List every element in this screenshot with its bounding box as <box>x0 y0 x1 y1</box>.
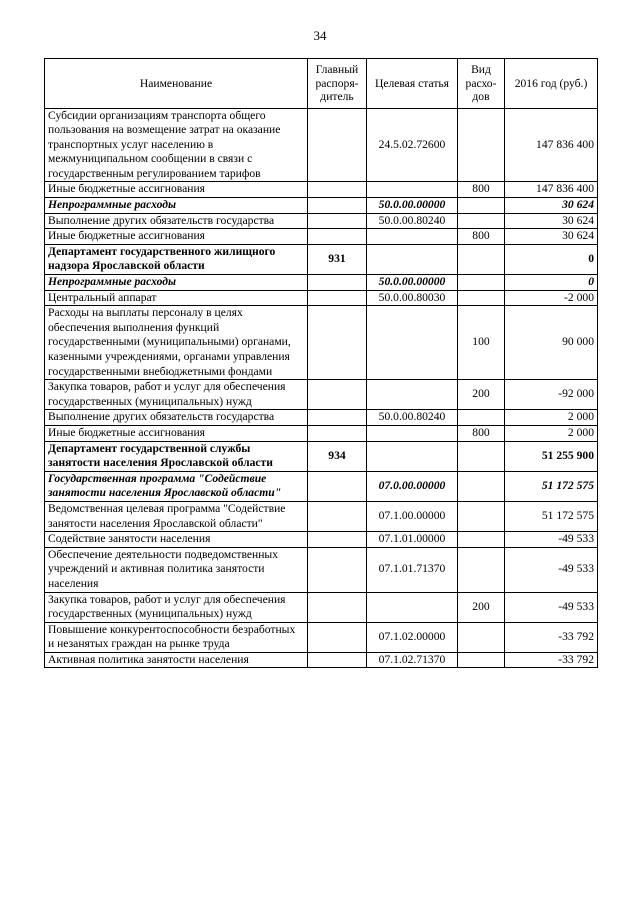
cell-type <box>458 290 505 306</box>
cell-target: 50.0.00.80030 <box>367 290 458 306</box>
cell-admin <box>308 229 367 245</box>
table-row <box>45 622 598 652</box>
table-row <box>45 290 598 306</box>
cell-type <box>458 410 505 426</box>
cell-admin <box>308 380 367 410</box>
table-row <box>45 213 598 229</box>
cell-type: 200 <box>458 592 505 622</box>
cell-target: 07.1.01.71370 <box>367 547 458 592</box>
cell-type <box>458 441 505 471</box>
cell-name: Повышение конкурентоспособности безработных и незанятых граждан на рынке труда <box>45 622 308 652</box>
cell-amount: 51 255 900 <box>505 441 598 471</box>
cell-amount: 2 000 <box>505 425 598 441</box>
cell-target <box>367 380 458 410</box>
table-row <box>45 275 598 291</box>
cell-amount: 51 172 575 <box>505 501 598 531</box>
cell-admin <box>308 425 367 441</box>
cell-type <box>458 108 505 182</box>
cell-name: Обеспечение деятельности подведомственных учреждений и активная политика занятости населения <box>45 547 308 592</box>
cell-name: Выполнение других обязательств государства <box>45 213 308 229</box>
cell-amount: 147 836 400 <box>505 108 598 182</box>
cell-admin <box>308 592 367 622</box>
header-amount: 2016 год (руб.) <box>505 59 598 109</box>
table-row <box>45 501 598 531</box>
cell-admin <box>308 471 367 501</box>
cell-name: Субсидии организациям транспорта общего пользования на возмещение затрат на оказание транспортных услуг населению в межмуниципальном сообщении в связи с государственным регулированием тарифов <box>45 108 308 182</box>
cell-amount: 2 000 <box>505 410 598 426</box>
budget-table <box>44 58 598 668</box>
table-row <box>45 592 598 622</box>
cell-name: Иные бюджетные ассигнования <box>45 229 308 245</box>
cell-type <box>458 213 505 229</box>
header-admin: Главный распоря-дитель <box>308 59 367 109</box>
table-row <box>45 471 598 501</box>
cell-target: 50.0.00.00000 <box>367 198 458 214</box>
cell-name: Содействие занятости населения <box>45 532 308 548</box>
cell-type <box>458 198 505 214</box>
cell-target: 50.0.00.80240 <box>367 410 458 426</box>
cell-type <box>458 244 505 274</box>
cell-name: Закупка товаров, работ и услуг для обеспечения государственных (муниципальных) нужд <box>45 380 308 410</box>
cell-admin <box>308 410 367 426</box>
cell-name: Непрограммные расходы <box>45 198 308 214</box>
cell-target <box>367 182 458 198</box>
cell-type: 200 <box>458 380 505 410</box>
cell-amount: 30 624 <box>505 198 598 214</box>
cell-target <box>367 425 458 441</box>
table-row <box>45 425 598 441</box>
cell-admin <box>308 275 367 291</box>
cell-type: 800 <box>458 425 505 441</box>
cell-amount: 30 624 <box>505 213 598 229</box>
cell-amount: 90 000 <box>505 306 598 380</box>
header-type: Вид расхо-дов <box>458 59 505 109</box>
cell-name: Непрограммные расходы <box>45 275 308 291</box>
cell-amount: -92 000 <box>505 380 598 410</box>
cell-target: 24.5.02.72600 <box>367 108 458 182</box>
cell-amount: 51 172 575 <box>505 471 598 501</box>
cell-admin: 934 <box>308 441 367 471</box>
cell-admin <box>308 182 367 198</box>
cell-admin <box>308 290 367 306</box>
cell-type: 800 <box>458 229 505 245</box>
table-row <box>45 410 598 426</box>
table-row <box>45 441 598 471</box>
cell-name: Государственная программа "Содействие занятости населения Ярославской области" <box>45 471 308 501</box>
cell-type <box>458 547 505 592</box>
cell-admin: 931 <box>308 244 367 274</box>
table-row <box>45 306 598 380</box>
cell-amount: -33 792 <box>505 652 598 668</box>
cell-admin <box>308 501 367 531</box>
cell-type: 100 <box>458 306 505 380</box>
cell-amount: -49 533 <box>505 532 598 548</box>
table-row <box>45 108 598 182</box>
table-row <box>45 198 598 214</box>
table-row <box>45 182 598 198</box>
cell-target <box>367 441 458 471</box>
cell-admin <box>308 622 367 652</box>
cell-admin <box>308 213 367 229</box>
cell-name: Центральный аппарат <box>45 290 308 306</box>
cell-name: Активная политика занятости населения <box>45 652 308 668</box>
cell-type <box>458 622 505 652</box>
cell-type <box>458 532 505 548</box>
cell-target: 50.0.00.00000 <box>367 275 458 291</box>
table-row <box>45 229 598 245</box>
cell-admin <box>308 532 367 548</box>
cell-name: Выполнение других обязательств государства <box>45 410 308 426</box>
header-target: Целевая статья <box>367 59 458 109</box>
cell-amount: 30 624 <box>505 229 598 245</box>
cell-type <box>458 501 505 531</box>
cell-admin <box>308 306 367 380</box>
cell-target <box>367 592 458 622</box>
cell-name: Закупка товаров, работ и услуг для обеспечения государственных (муниципальных) нужд <box>45 592 308 622</box>
cell-target: 07.1.01.00000 <box>367 532 458 548</box>
cell-amount: -33 792 <box>505 622 598 652</box>
table-header-row <box>45 59 598 109</box>
cell-name: Расходы на выплаты персоналу в целях обеспечения выполнения функций государственными (муниципальными) органами, казенными учреждениями, органами управления государственными внебюджетными фондами <box>45 306 308 380</box>
cell-target: 07.1.02.00000 <box>367 622 458 652</box>
cell-admin <box>308 108 367 182</box>
cell-type <box>458 471 505 501</box>
cell-name: Департамент государственной службы занятости населения Ярославской области <box>45 441 308 471</box>
table-row <box>45 652 598 668</box>
cell-admin <box>308 547 367 592</box>
cell-target <box>367 306 458 380</box>
cell-amount: 0 <box>505 275 598 291</box>
table-row <box>45 547 598 592</box>
page-number: 34 <box>313 28 327 43</box>
cell-name: Иные бюджетные ассигнования <box>45 425 308 441</box>
cell-target <box>367 229 458 245</box>
cell-amount: 147 836 400 <box>505 182 598 198</box>
cell-target: 07.1.00.00000 <box>367 501 458 531</box>
cell-target: 07.1.02.71370 <box>367 652 458 668</box>
cell-amount: -49 533 <box>505 592 598 622</box>
cell-target <box>367 244 458 274</box>
cell-target: 07.0.00.00000 <box>367 471 458 501</box>
table-row <box>45 244 598 274</box>
cell-name: Ведомственная целевая программа "Содействие занятости населения Ярославской области" <box>45 501 308 531</box>
table-row <box>45 380 598 410</box>
cell-type <box>458 275 505 291</box>
cell-type <box>458 652 505 668</box>
table-row <box>45 532 598 548</box>
table-body <box>45 108 598 668</box>
cell-amount: -2 000 <box>505 290 598 306</box>
header-name: Наименование <box>45 59 308 109</box>
cell-target: 50.0.00.80240 <box>367 213 458 229</box>
cell-type: 800 <box>458 182 505 198</box>
cell-name: Иные бюджетные ассигнования <box>45 182 308 198</box>
cell-admin <box>308 652 367 668</box>
cell-amount: -49 533 <box>505 547 598 592</box>
cell-amount: 0 <box>505 244 598 274</box>
cell-name: Департамент государственного жилищного надзора Ярославской области <box>45 244 308 274</box>
cell-admin <box>308 198 367 214</box>
